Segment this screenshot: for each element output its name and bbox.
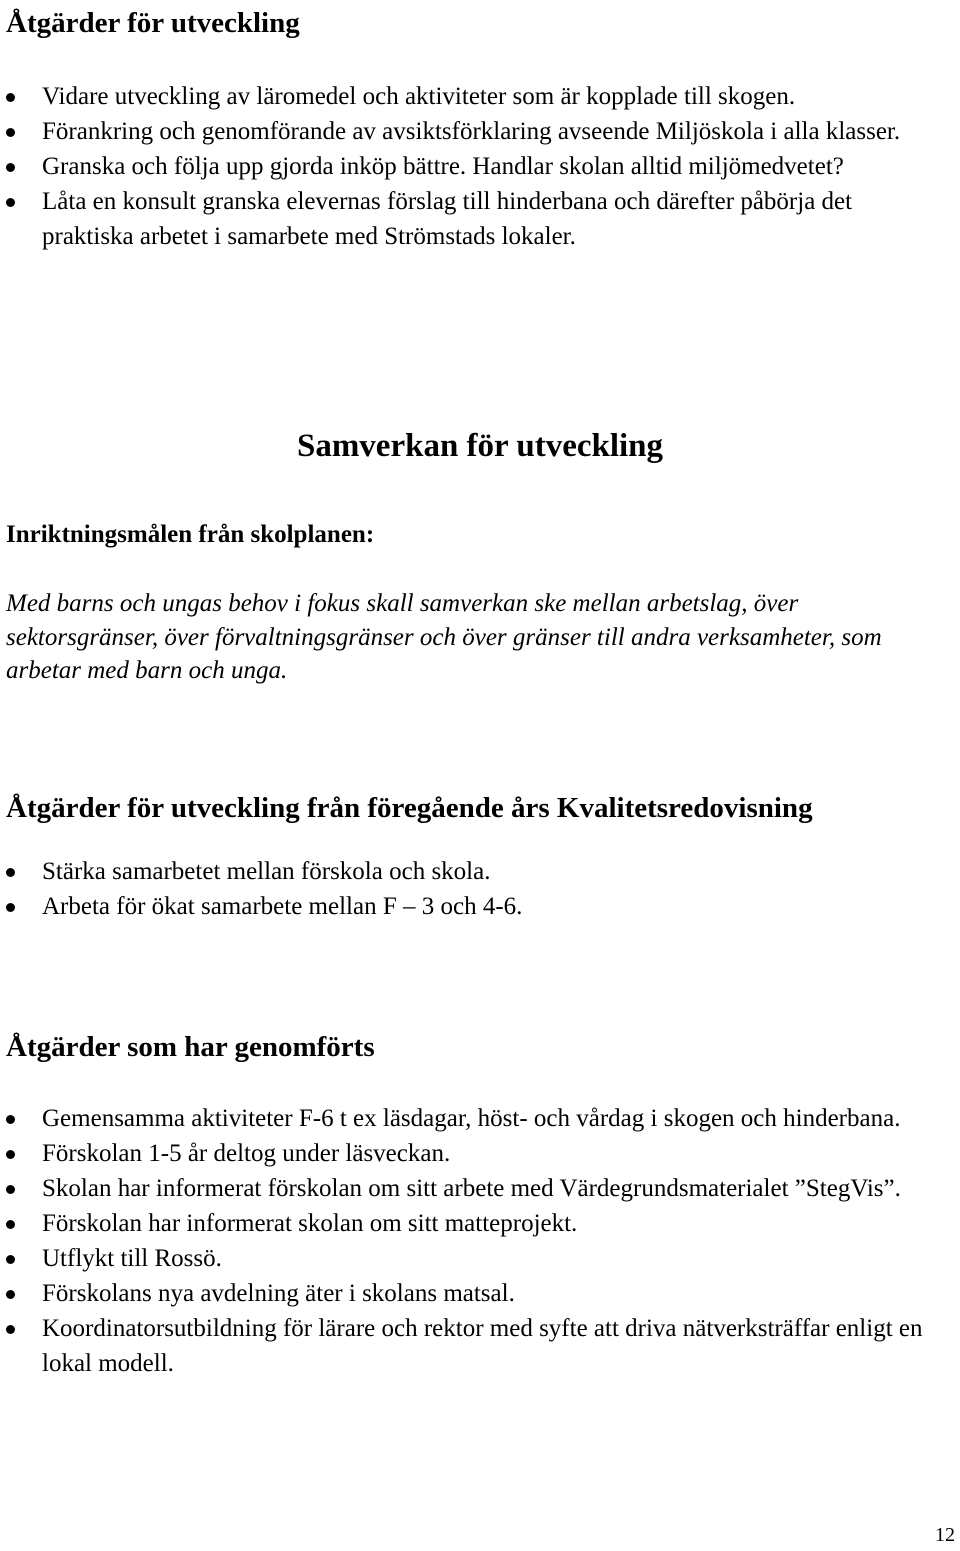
subheading-inriktningsmal: Inriktningsmålen från skolplanen:	[6, 521, 375, 548]
list-item: Granska och följa upp gjorda inköp bättre. Handlar skolan alltid miljömedvetet?	[0, 149, 945, 184]
bullet-icon	[6, 868, 15, 877]
list-item: Arbeta för ökat samarbete mellan F – 3 och 4-6.	[0, 889, 945, 924]
bullet-icon	[6, 1325, 15, 1334]
bullet-icon	[6, 198, 15, 207]
bullet-list-genomforts	[0, 1101, 945, 1381]
bullet-list-atgarder	[0, 79, 945, 254]
bullet-icon	[6, 93, 15, 102]
bullet-icon	[6, 1150, 15, 1159]
heading-genomforts: Åtgärder som har genomförts	[6, 1031, 375, 1063]
list-item: Vidare utveckling av läromedel och aktiviteter som är kopplade till skogen.	[0, 79, 945, 114]
list-item: Låta en konsult granska elevernas förslag till hinderbana och därefter påbörja det praktiska arbetet i samarbete med Strömstads lokaler.	[0, 184, 945, 254]
list-item: Gemensamma aktiviteter F-6 t ex läsdagar, höst- och vårdag i skogen och hinderbana.	[0, 1101, 945, 1136]
list-item: Förankring och genomförande av avsiktsförklaring avseende Miljöskola i alla klasser.	[0, 114, 945, 149]
bullet-icon	[6, 163, 15, 172]
bullet-list-kvalitetsredovisning	[0, 854, 945, 924]
bullet-icon	[6, 128, 15, 137]
page-number: 12	[935, 1524, 955, 1546]
bullet-icon	[6, 903, 15, 912]
list-item: Skolan har informerat förskolan om sitt arbete med Värdegrundsmaterialet ”StegVis”.	[0, 1171, 945, 1206]
heading-kvalitetsredovisning: Åtgärder för utveckling från föregående års Kvalitetsredovisning	[6, 792, 813, 824]
section-title-samverkan: Samverkan för utveckling	[296, 428, 664, 464]
bullet-icon	[6, 1290, 15, 1299]
list-item: Förskolan 1-5 år deltog under läsveckan.	[0, 1136, 945, 1171]
list-item: Koordinatorsutbildning för lärare och rektor med syfte att driva nätverksträffar enligt en lokal modell.	[0, 1311, 945, 1381]
bullet-icon	[6, 1220, 15, 1229]
bullet-icon	[6, 1255, 15, 1264]
heading-atgarder-for-utveckling: Åtgärder för utveckling	[6, 7, 300, 39]
bullet-icon	[6, 1115, 15, 1124]
list-item: Förskolan har informerat skolan om sitt matteprojekt.	[0, 1206, 945, 1241]
list-item: Stärka samarbetet mellan förskola och skola.	[0, 854, 945, 889]
quote-paragraph: Med barns och ungas behov i fokus skall samverkan ske mellan arbetslag, över sektorsgränser, över förvaltningsgränser och över gränser till andra verksamheter, som arbetar med barn och unga.	[6, 590, 882, 684]
list-item: Förskolans nya avdelning äter i skolans matsal.	[0, 1276, 945, 1311]
list-item: Utflykt till Rossö.	[0, 1241, 945, 1276]
bullet-icon	[6, 1185, 15, 1194]
